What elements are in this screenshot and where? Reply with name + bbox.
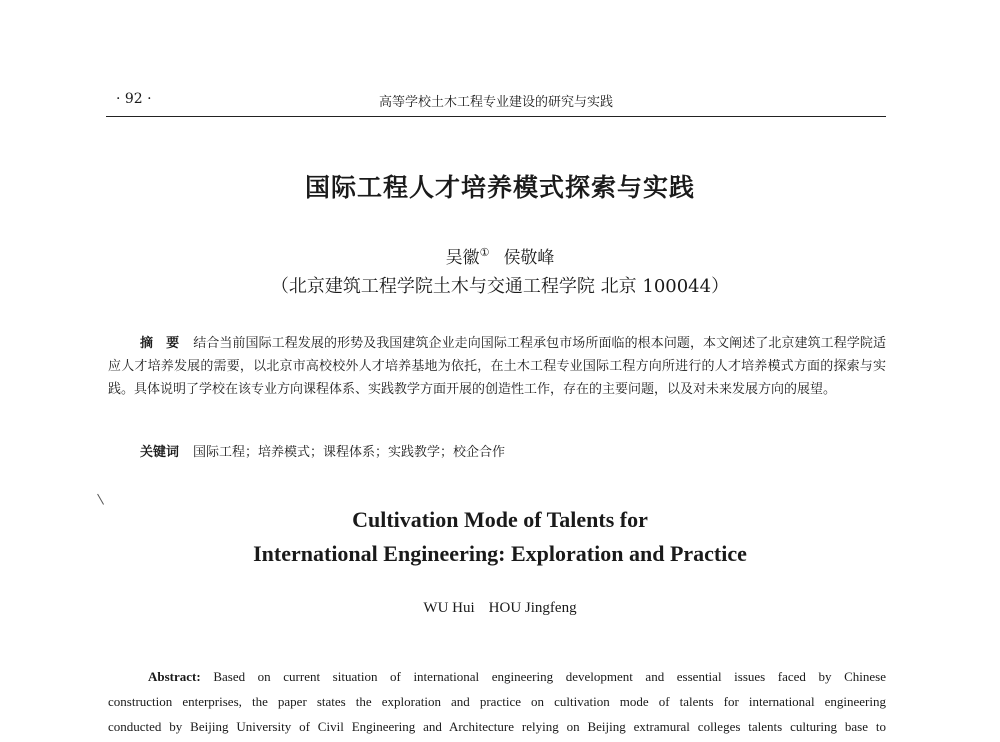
chinese-keywords [140, 441, 886, 460]
english-title [0, 503, 1000, 571]
english-author-1: WU Hui [423, 600, 475, 616]
english-title-line-2: International Engineering: Exploration and Practice [253, 541, 747, 566]
header-divider [106, 116, 886, 117]
author-name-2: 侯敬峰 [503, 248, 555, 268]
chinese-keywords-text: 国际工程；培养模式；课程体系；实践教学；校企合作 [193, 445, 506, 460]
author-name-1: 吴徽 [445, 248, 480, 268]
page-number: · 92 · [116, 91, 152, 107]
english-abstract [108, 664, 886, 739]
journal-title: 高等学校土木工程专业建设的研究与实践 [378, 95, 613, 110]
english-abstract-label: Abstract: [148, 669, 201, 684]
chinese-abstract-text: 结合当前国际工程发展的形势及我国建筑企业走向国际工程承包市场所面临的根本问题，本文阐述了北京建筑工程学院适应人才培养发展的需要，以北京市高校校外人才培养基地为依托，在土木工程专业国际工程方向所进行的人才培养模式方面的探索与实践。具体说明了学校在该专业方向课程体系、实践教学方面开展的创造性工作，存在的主要问题，以及对未来发展方向的展望。 [108, 336, 886, 397]
chinese-affiliation: （北京建筑工程学院土木与交通工程学院 北京 100044） [270, 276, 730, 297]
english-author-2: HOU Jingfeng [488, 600, 577, 616]
english-abstract-line-1 [108, 664, 886, 689]
chinese-authors [0, 243, 1000, 268]
chinese-abstract-label: 摘 要 [140, 336, 180, 351]
author-footnote-mark: ① [479, 246, 490, 260]
chinese-title: 国际工程人才培养模式探索与实践 [304, 173, 695, 202]
english-authors [0, 600, 1000, 617]
chinese-abstract [108, 332, 886, 401]
running-header [106, 91, 886, 113]
english-abstract-text-1: Based on current situation of international engineering development and essential issues faced by Chinese [213, 669, 886, 684]
english-abstract-line-2: construction enterprises, the paper states the exploration and practice on cultivation mode of talents for international engineering [108, 694, 886, 709]
english-abstract-line-3: conducted by Beijing University of Civil Engineering and Architecture relying on Beijing extramural colleges talents culturing base to [108, 719, 886, 734]
chinese-keywords-label: 关键词 [140, 445, 180, 460]
english-title-line-1: Cultivation Mode of Talents for [352, 507, 648, 532]
